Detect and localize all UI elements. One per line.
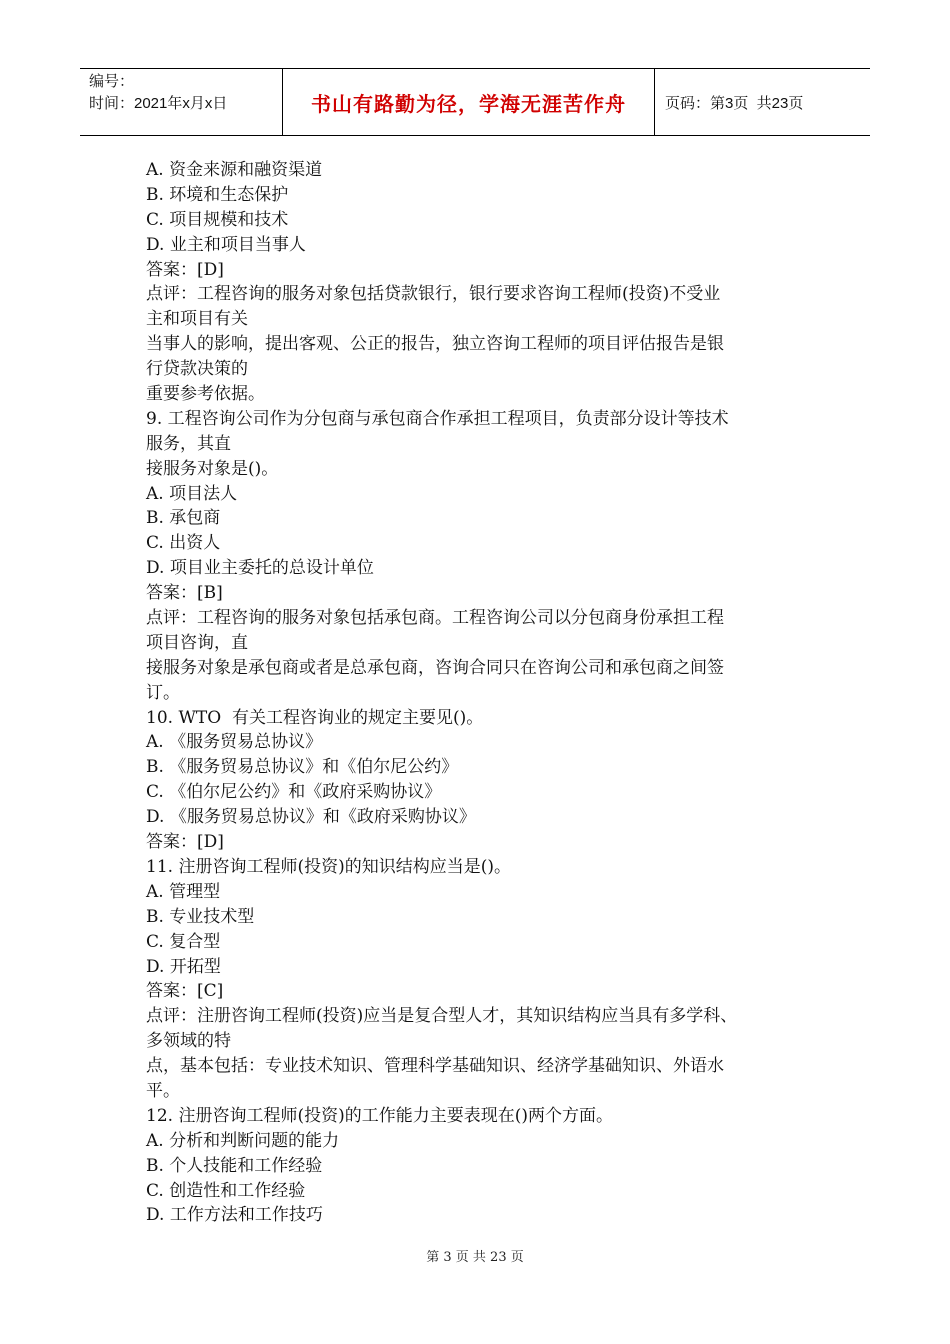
text-line: 主和项目有关 [146, 309, 248, 330]
text-line: C. 创造性和工作经验 [146, 1180, 306, 1201]
text-line: 11. 注册咨询工程师(投资)的知识结构应当是()。 [146, 856, 511, 877]
text-line: 服务，其直 [146, 433, 231, 454]
text-line: 行贷款决策的 [146, 359, 248, 380]
document-body [146, 158, 814, 1228]
text-line: D. 项目业主委托的总设计单位 [146, 558, 374, 579]
text-line: B. 专业技术型 [146, 906, 255, 927]
text-line: A. 《服务贸易总协议》 [146, 732, 323, 753]
text-line: A. 项目法人 [146, 483, 238, 504]
header-meta-cell [80, 69, 283, 135]
text-line: 答案：[C] [146, 981, 224, 1002]
text-line: 接服务对象是承包商或者是总承包商，咨询合同只在咨询公司和承包商之间签 [146, 657, 724, 678]
page-footer: 第 3 页 共 23 页 [426, 1250, 524, 1265]
text-line: B. 承包商 [146, 508, 221, 529]
text-line: A. 资金来源和融资渠道 [146, 160, 323, 180]
text-line: 多领域的特 [146, 1031, 231, 1052]
text-line: 当事人的影响，提出客观、公正的报告，独立咨询工程师的项目评估报告是银 [146, 334, 724, 355]
text-line: C. 复合型 [146, 931, 221, 952]
text-line: 10. WTO 有关工程咨询业的规定主要见()。 [146, 707, 484, 728]
text-line: 订。 [146, 682, 180, 703]
text-line: C. 《伯尔尼公约》和《政府采购协议》 [146, 782, 442, 803]
text-line: D. 业主和项目当事人 [146, 234, 306, 255]
text-line: C. 项目规模和技术 [146, 209, 289, 230]
text-line: 答案：[D] [146, 259, 224, 280]
document-number-label: 编号： [89, 73, 135, 90]
header-page-code: 页码：第3页 共23页 [665, 94, 804, 112]
page-header [80, 68, 870, 136]
text-line: 点评：注册咨询工程师(投资)应当是复合型人才，其知识结构应当具有多学科、 [146, 1006, 738, 1027]
text-line: A. 管理型 [146, 881, 221, 902]
document-time-label: 时间：2021年x月x日 [89, 95, 228, 112]
text-line: 12. 注册咨询工程师(投资)的工作能力主要表现在()两个方面。 [146, 1105, 613, 1126]
text-line: 答案：[B] [146, 583, 223, 604]
text-line: B. 个人技能和工作经验 [146, 1155, 323, 1176]
text-line: 点评：工程咨询的服务对象包括贷款银行，银行要求咨询工程师(投资)不受业 [146, 284, 721, 305]
text-line: B. 《服务贸易总协议》和《伯尔尼公约》 [146, 757, 459, 778]
text-line: C. 出资人 [146, 533, 221, 554]
text-line: 重要参考依据。 [146, 384, 265, 405]
text-line: 项目咨询，直 [146, 632, 248, 653]
text-line: 9. 工程咨询公司作为分包商与承包商合作承担工程项目，负责部分设计等技术 [146, 408, 729, 429]
text-line: D. 工作方法和工作技巧 [146, 1205, 323, 1226]
text-line: 平。 [146, 1080, 180, 1101]
header-page-cell [655, 69, 870, 135]
text-line: 接服务对象是()。 [146, 458, 279, 479]
text-line: 点评：工程咨询的服务对象包括承包商。工程咨询公司以分包商身份承担工程 [146, 608, 724, 629]
text-line: D. 《服务贸易总协议》和《政府采购协议》 [146, 807, 476, 828]
text-line: D. 开拓型 [146, 956, 221, 977]
text-line: B. 环境和生态保护 [146, 184, 289, 205]
header-motto: 书山有路勤为径，学海无涯苦作舟 [311, 91, 626, 116]
header-motto-cell [283, 69, 655, 135]
text-line: A. 分析和判断问题的能力 [146, 1130, 340, 1151]
text-line: 点，基本包括：专业技术知识、管理科学基础知识、经济学基础知识、外语水 [146, 1056, 724, 1077]
text-line: 答案：[D] [146, 832, 224, 853]
